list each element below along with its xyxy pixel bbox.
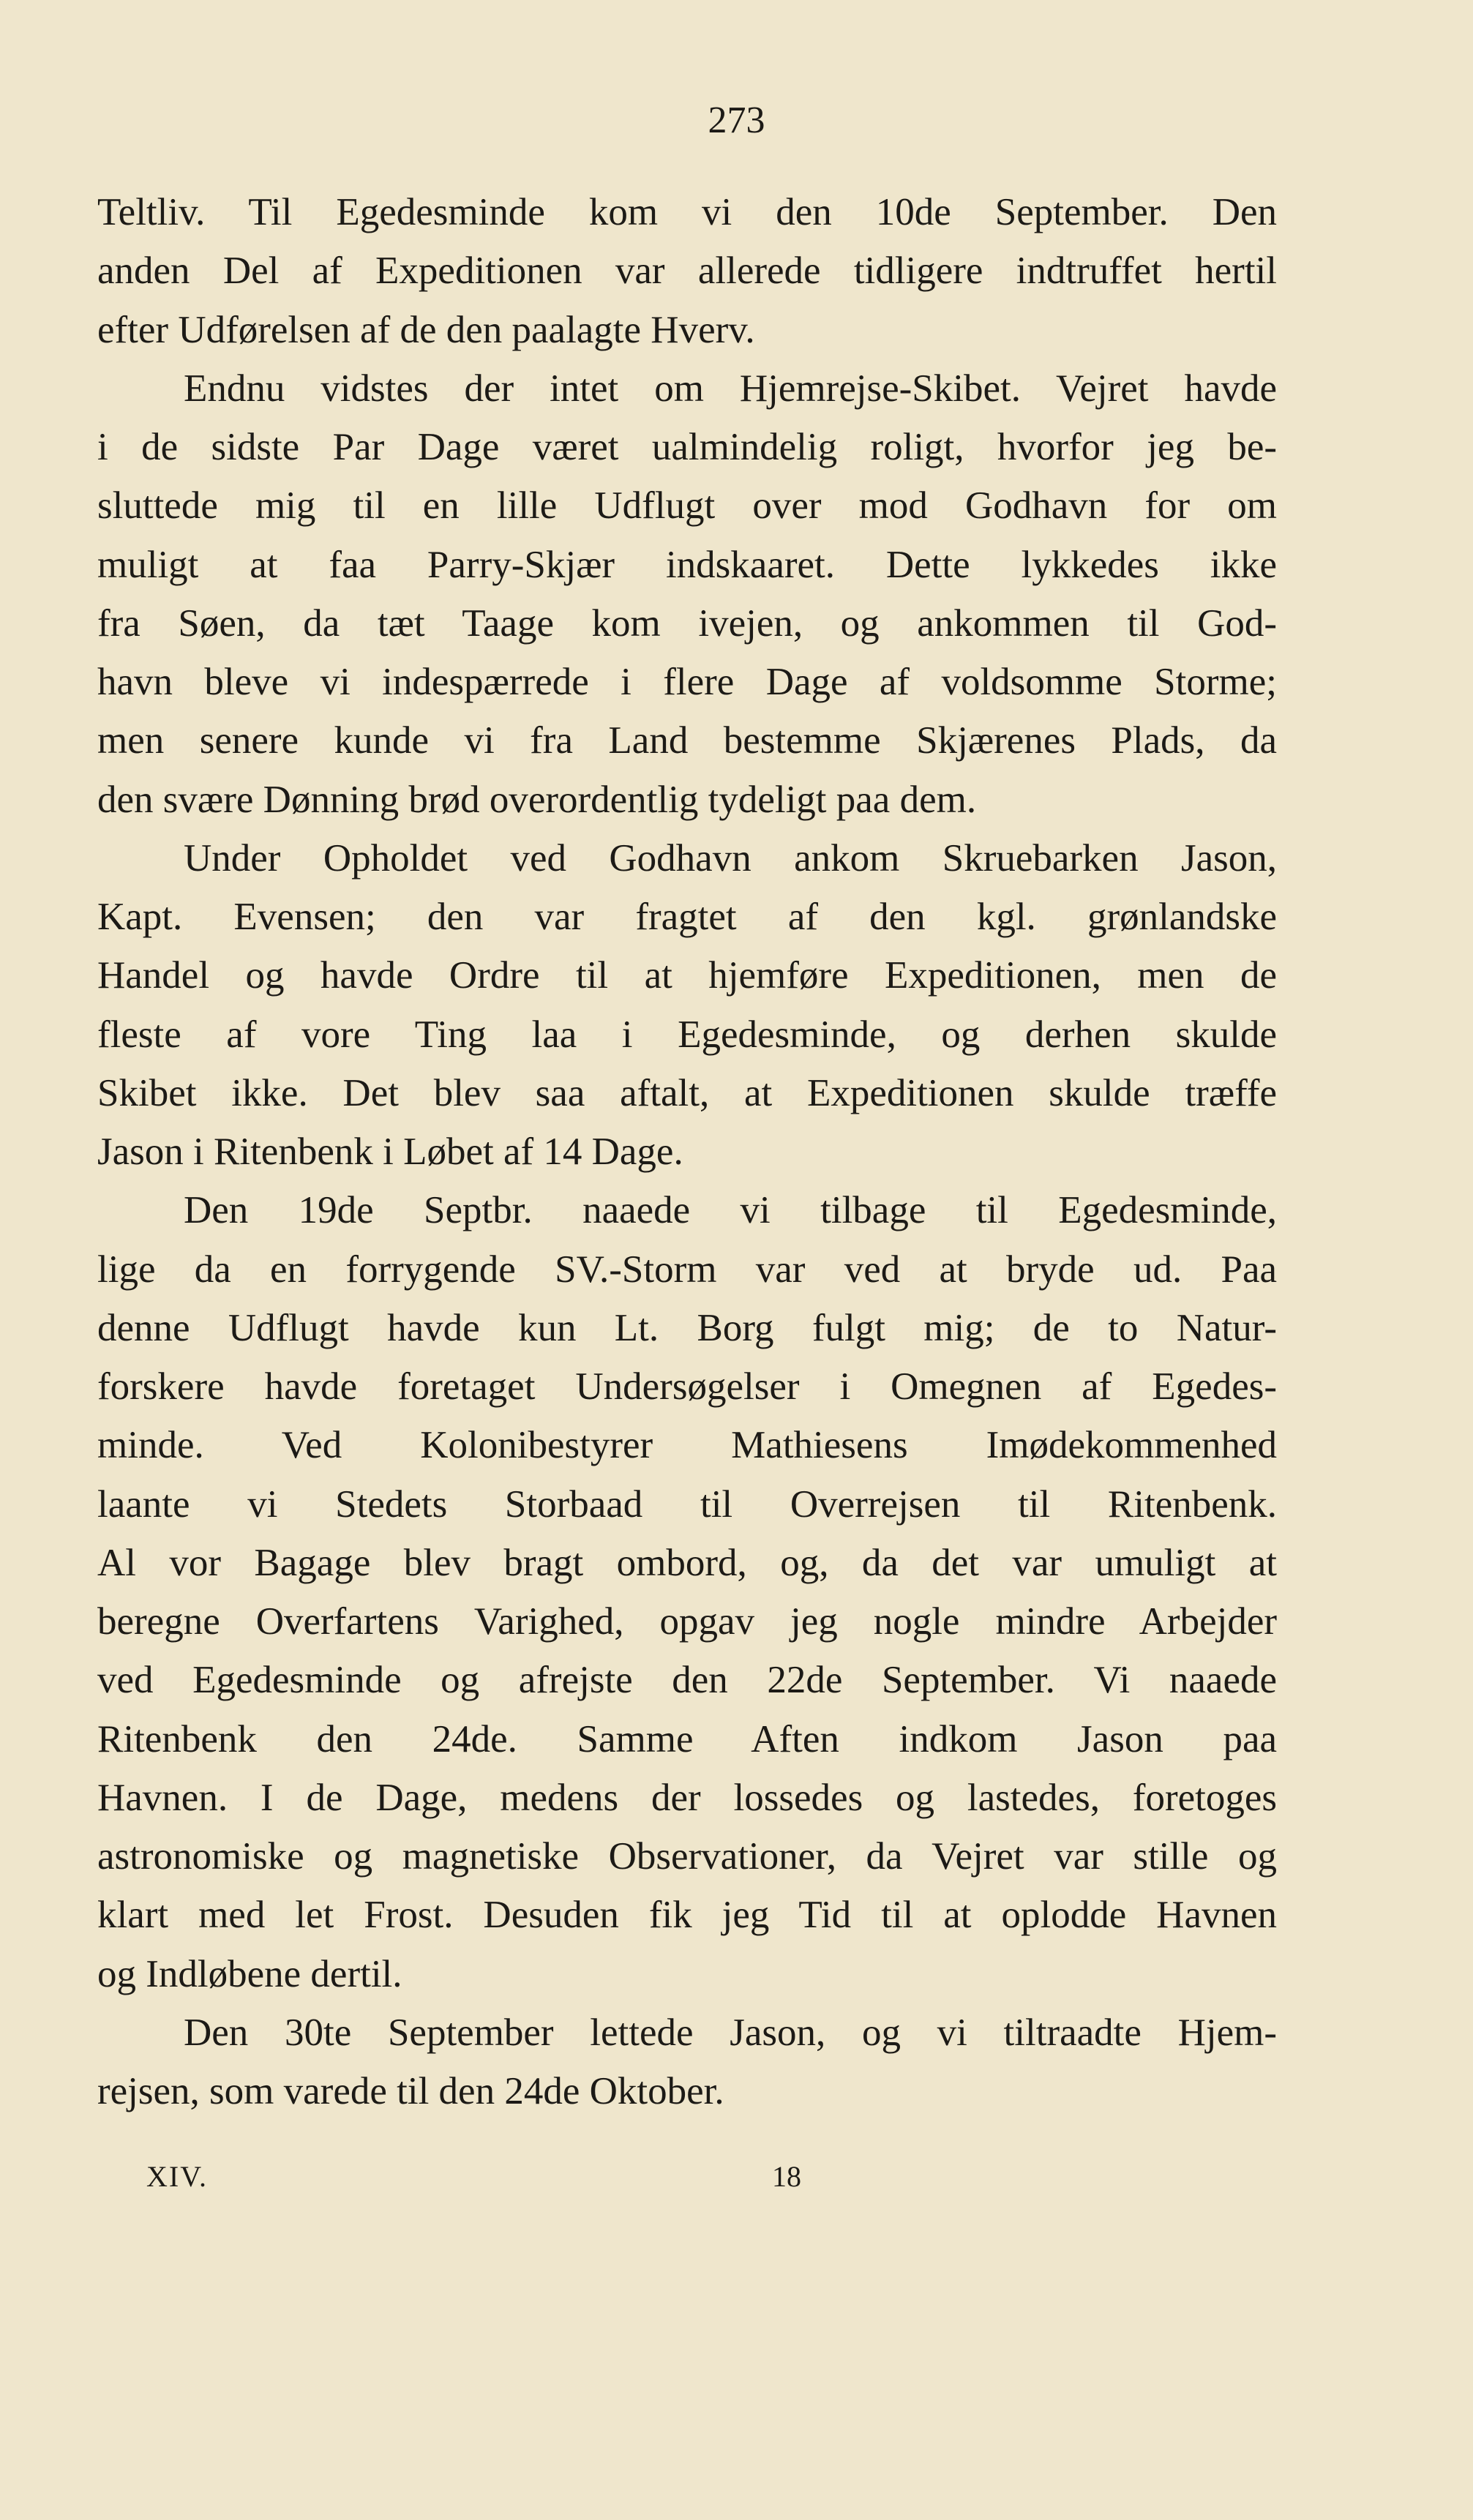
text-line: fleste af vore Ting laa i Egedesminde, og derhen skulde xyxy=(97,1013,1277,1056)
text-line: Den 19de Septbr. naaede vi tilbage til Egedesminde, xyxy=(184,1189,1277,1232)
text-line: rejsen, som varede til den 24de Oktober. xyxy=(97,2070,724,2112)
text-line: sluttede mig til en lille Udflugt over mod Godhavn for om xyxy=(97,484,1277,528)
text-line: og Indløbene dertil. xyxy=(97,1952,402,1995)
text-line: klart med let Frost. Desuden fik jeg Tid til at oplodde Havnen xyxy=(97,1894,1277,1937)
text-line: havn bleve vi indespærrede i flere Dage af voldsomme Storme; xyxy=(97,661,1277,703)
signature-mark-left: XIV. xyxy=(146,2160,208,2193)
text-line: minde. Ved Kolonibestyrer Mathiesens Imødekommenhed xyxy=(97,1424,1277,1467)
page-number: 273 xyxy=(708,100,765,141)
text-line: efter Udførelsen af de den paalagte Hverv. xyxy=(97,308,755,351)
text-line: Handel og havde Ordre til at hjemføre Expeditionen, men de xyxy=(97,954,1277,997)
text-line: Ritenbenk den 24de. Samme Aften indkom Jason paa xyxy=(97,1717,1277,1760)
text-line: Skibet ikke. Det blev saa aftalt, at Expeditionen skulde træffe xyxy=(97,1071,1277,1114)
text-line: astronomiske og magnetiske Observationer, da Vejret var stille og xyxy=(97,1835,1277,1878)
text-line: Endnu vidstes der intet om Hjemrejse-Skibet. Vejret havde xyxy=(184,367,1277,410)
text-line: Teltliv. Til Egedesminde kom vi den 10de September. Den xyxy=(97,191,1277,233)
text-line: Kapt. Evensen; den var fragtet af den kgl. grønlandske xyxy=(97,896,1277,938)
text-line: Havnen. I de Dage, medens der lossedes og lastedes, foretoges xyxy=(97,1776,1277,1819)
text-line: i de sidste Par Dage været ualmindelig roligt, hvorfor jeg be- xyxy=(97,426,1277,468)
text-line: Al vor Bagage blev bragt ombord, og, da det var umuligt at xyxy=(97,1541,1277,1584)
text-line: denne Udflugt havde kun Lt. Borg fulgt mig; de to Natur- xyxy=(97,1306,1277,1349)
text-line: anden Del af Expeditionen var allerede tidligere indtruffet hertil xyxy=(97,250,1277,293)
text-line: fra Søen, da tæt Taage kom ivejen, og ankommen til God- xyxy=(97,601,1277,645)
text-line: Under Opholdet ved Godhavn ankom Skruebarken Jason, xyxy=(184,836,1277,880)
text-line: beregne Overfartens Varighed, opgav jeg nogle mindre Arbejder xyxy=(97,1600,1277,1643)
text-line: lige da en forrygende SV.-Storm var ved at bryde ud. Paa xyxy=(97,1248,1277,1291)
text-line: laante vi Stedets Storbaad til Overrejsen til Ritenbenk. xyxy=(97,1482,1277,1526)
text-line: Den 30te September lettede Jason, og vi tiltraadte Hjem- xyxy=(184,2011,1277,2054)
signature-mark-right: 18 xyxy=(772,2160,801,2193)
text-line: forskere havde foretaget Undersøgelser i Omegnen af Egedes- xyxy=(97,1365,1277,1408)
text-line: muligt at faa Parry-Skjær indskaaret. Dette lykkedes ikke xyxy=(97,543,1277,586)
body-text xyxy=(97,183,1277,2120)
text-line: Jason i Ritenbenk i Løbet af 14 Dage. xyxy=(97,1130,683,1173)
text-line: men senere kunde vi fra Land bestemme Skjærenes Plads, da xyxy=(97,719,1277,762)
text-line: ved Egedesminde og afrejste den 22de September. Vi naaede xyxy=(97,1659,1277,1702)
text-line: den svære Dønning brød overordentlig tydeligt paa dem. xyxy=(97,778,977,821)
